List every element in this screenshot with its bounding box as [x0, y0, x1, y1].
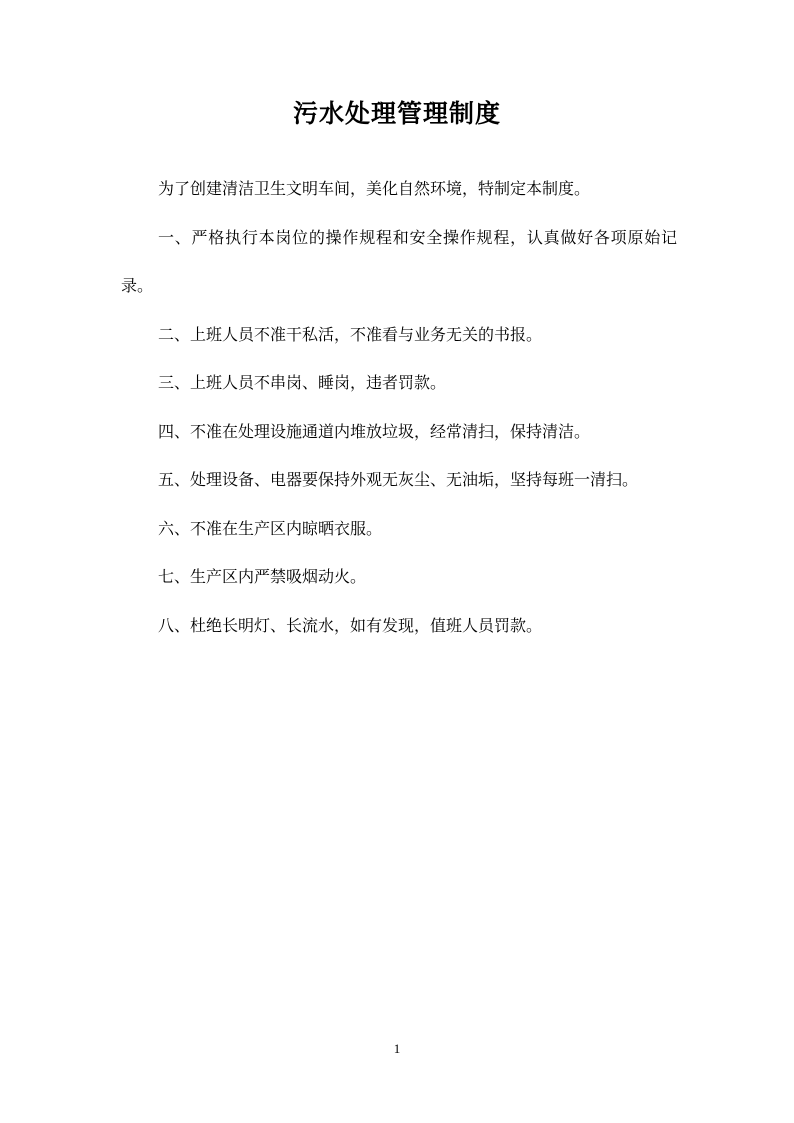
- paragraph-rule-3: 三、上班人员不串岗、睡岗，违者罚款。: [158, 373, 447, 392]
- paragraph-rule-2: 二、上班人员不准干私活，不准看与业务无关的书报。: [158, 324, 543, 344]
- paragraph-rule-6: 六、不准在生产区内晾晒衣服。: [158, 518, 383, 538]
- page-number: 1: [393, 1041, 401, 1056]
- paragraph-intro: 为了创建清洁卫生文明车间，美化自然环境，特制定本制度。: [158, 179, 591, 198]
- paragraph-rule-8: 八、杜绝长明灯、长流水，如有发现，值班人员罚款。: [158, 615, 543, 635]
- document-body: [121, 165, 677, 650]
- document-title: 污水处理管理制度: [292, 99, 501, 128]
- paragraph-rule-7: 七、生产区内严禁吸烟动火。: [158, 567, 367, 586]
- paragraph-rule-1: 一、严格执行本岗位的操作规程和安全操作规程，认真做好各项原始记录。: [121, 227, 677, 295]
- paragraph-rule-5: 五、处理设备、电器要保持外观无灰尘、无油垢，坚持每班一清扫。: [158, 470, 639, 489]
- paragraph-rule-4: 四、不准在处理设施通道内堆放垃圾，经常清扫，保持清洁。: [158, 421, 591, 441]
